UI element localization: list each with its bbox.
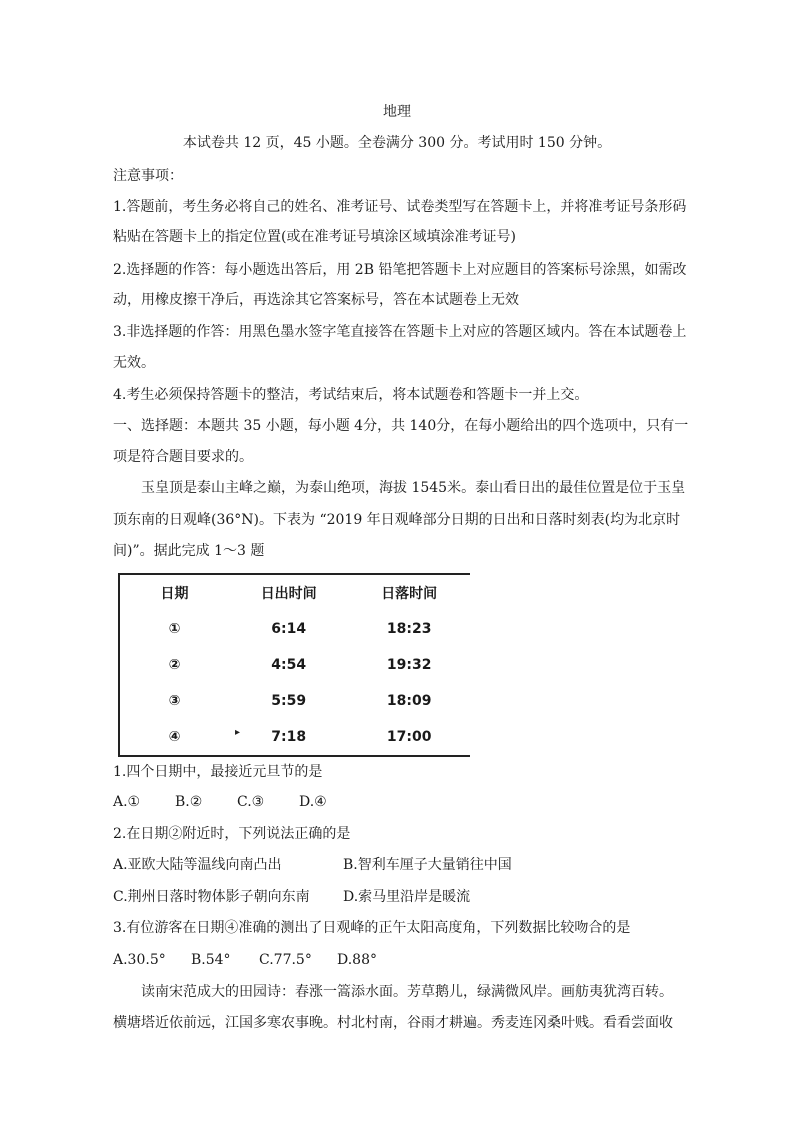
note-line: 4.考生必须保持答题卡的整洁，考试结束后，将本试题卷和答题卡一并上交。 [113, 387, 589, 403]
option-d[interactable]: D.④ [299, 794, 327, 810]
option-a[interactable]: A.① [113, 794, 141, 810]
header-sunset: 日落时间 [381, 586, 438, 602]
exam-intro: 本试卷共 12 页，45 小题。全卷满分 300 分。考试用时 150 分钟。 [182, 135, 612, 151]
section-heading-cont: 项是符合题目要求的。 [113, 449, 253, 465]
question-3-options [113, 950, 377, 970]
sunrise-cell: 5:59 [271, 693, 307, 709]
passage-line: 顶东南的日观峰(36°N)。下表为 “2019 年日观峰部分日期的日出和日落时刻表(均为北京时 [113, 512, 681, 528]
notes-heading: 注意事项： [113, 168, 183, 184]
table-row [119, 683, 470, 719]
note-line: 1.答题前，考生务必将自己的姓名、准考证号、试卷类型写在答题卡上，并将准考证号条形码 [113, 199, 687, 215]
sunrise-sunset-table [118, 575, 470, 757]
option-a[interactable]: A.亚欧大陆等温线向南凸出 [113, 857, 282, 873]
date-cell: ③ [168, 693, 181, 709]
option-d[interactable]: D.88° [337, 952, 377, 968]
note-line: 动，用橡皮擦干净后，再选涂其它答案标号，答在本试题卷上无效 [113, 292, 519, 308]
note-line: 2.选择题的作答：每小题选出答后，用 2B 铅笔把答题卡上对应题目的答案标号涂黑，如需改 [113, 262, 687, 278]
sunrise-cell: 6:14 [271, 621, 307, 637]
note-line: 粘贴在答题卡上的指定位置(或在准考证号填涂区域填涂准考证号) [113, 229, 516, 245]
note-line: 无效。 [113, 355, 155, 371]
note-line: 3.非选择题的作答：用黑色墨水签字笔直接答在答题卡上对应的答题区域内。答在本试题卷上 [113, 324, 687, 340]
table-row [119, 647, 470, 683]
mouse-cursor-icon: ▸ [235, 727, 241, 738]
sunset-cell: 18:09 [386, 693, 432, 709]
sunrise-cell: 4:54 [271, 657, 307, 673]
question-1-options [113, 792, 327, 812]
option-b[interactable]: B.② [175, 794, 203, 810]
date-cell: ① [168, 621, 181, 637]
option-b[interactable]: B.智利车厘子大量销往中国 [343, 857, 512, 873]
option-a[interactable]: A.30.5° [113, 952, 166, 968]
header-date: 日期 [160, 586, 189, 602]
question-2-stem: 2.在日期②附近时，下列说法正确的是 [113, 826, 351, 842]
date-cell: ② [168, 657, 181, 673]
header-sunrise: 日出时间 [260, 586, 317, 602]
option-b[interactable]: B.54° [191, 952, 231, 968]
option-c[interactable]: C.荆州日落时物体影子朝向东南 [113, 889, 310, 905]
question-1-stem: 1.四个日期中，最接近元旦节的是 [113, 764, 323, 780]
option-d[interactable]: D.索马里沿岸是暖流 [343, 889, 471, 905]
option-c[interactable]: C.77.5° [259, 952, 312, 968]
page-title: 地理 [383, 104, 411, 120]
section-heading: 一、选择题：本题共 35 小题，每小题 4分，共 140分，在每小题给出的四个选项中，只有一 [113, 418, 689, 434]
sunset-cell: 18:23 [386, 621, 432, 637]
table-row [119, 611, 470, 647]
option-c[interactable]: C.③ [237, 794, 265, 810]
question-2-options-row2 [113, 887, 470, 907]
passage-line: 读南宋范成大的田园诗：春涨一篙添水面。芳草鹅儿，绿满微风岸。画舫夷犹湾百转。 [141, 984, 673, 1000]
table-header-row [119, 575, 470, 611]
sunset-cell: 17:00 [386, 729, 432, 745]
question-3-stem: 3.有位游客在日期④准确的测出了日观峰的正午太阳高度角，下列数据比较吻合的是 [113, 920, 631, 936]
sunrise-cell: 7:18 [271, 729, 307, 745]
passage-line: 横塘塔近依前远，江国多寒农事晚。村北村南，谷雨才耕遍。秀麦连冈桑叶贱。看看尝面收 [113, 1015, 673, 1031]
sunset-cell: 19:32 [386, 657, 432, 673]
passage-line: 玉皇顶是泰山主峰之巅，为泰山绝项，海拔 1545米。泰山看日出的最佳位置是位于玉皇 [141, 480, 686, 496]
passage-line: 间)”。据此完成 1～3 题 [113, 543, 265, 559]
question-2-options-row1 [113, 855, 512, 875]
table-row [119, 719, 470, 756]
date-cell: ④ [168, 729, 181, 745]
